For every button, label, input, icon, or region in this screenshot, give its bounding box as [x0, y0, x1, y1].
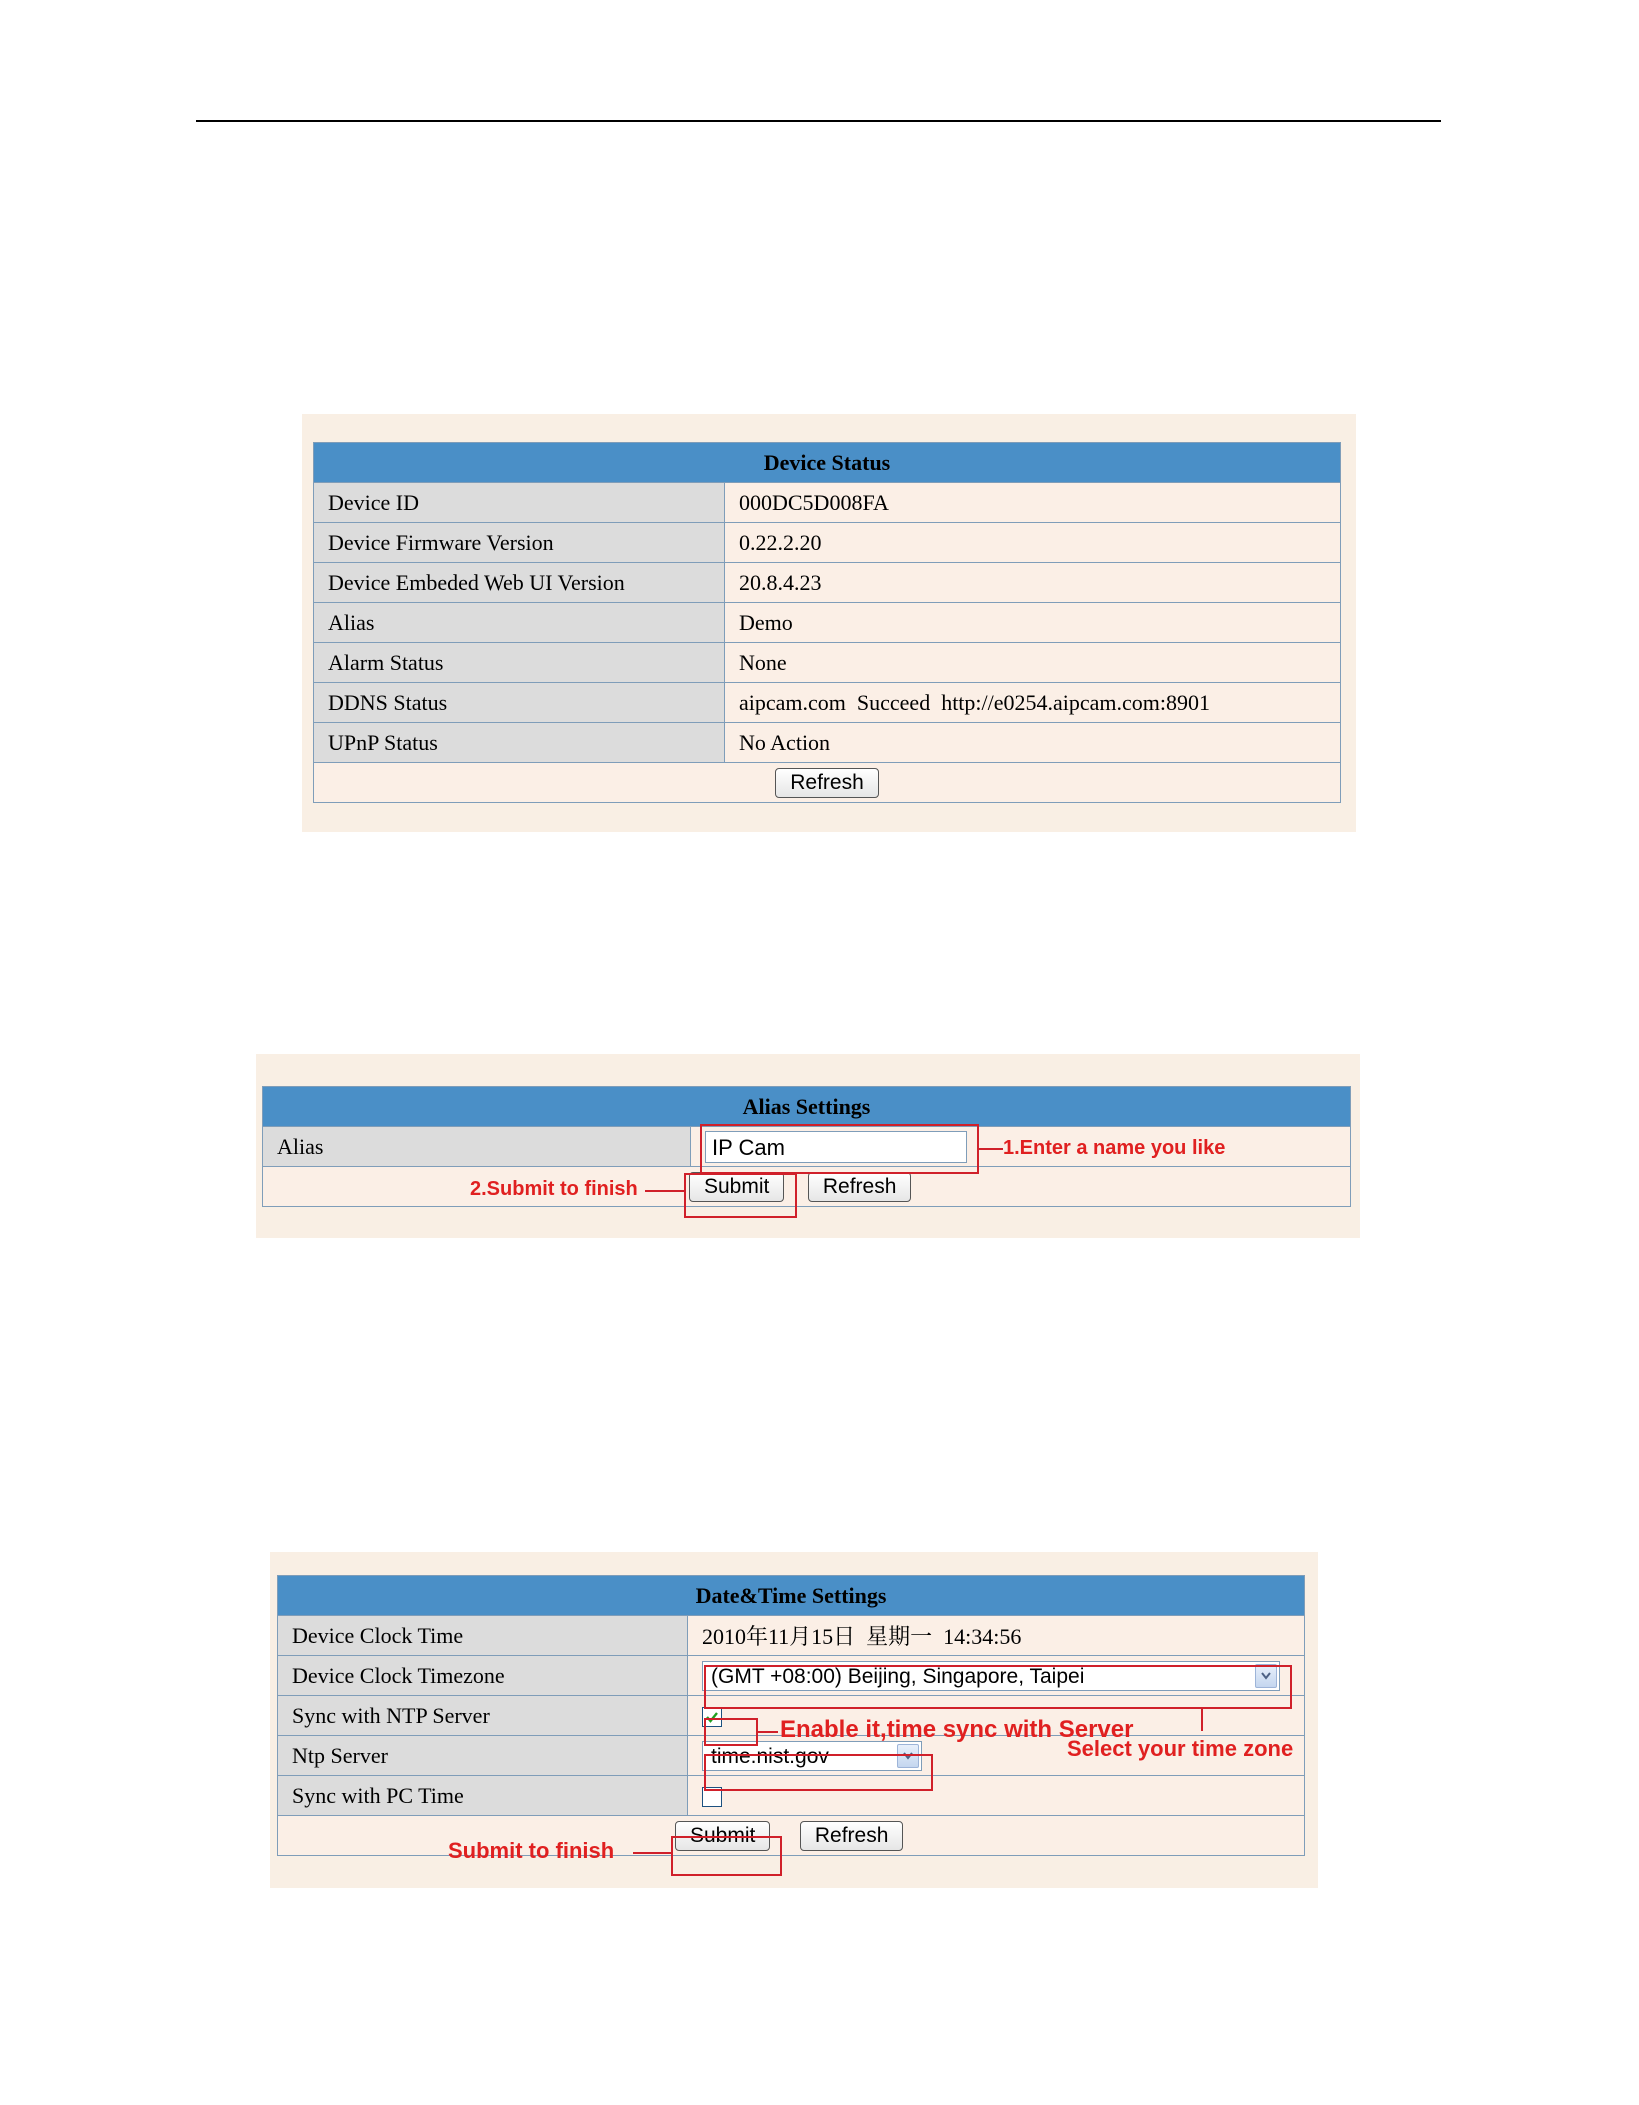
- row-value: None: [725, 643, 1341, 683]
- row-label: Device Embeded Web UI Version: [314, 563, 725, 603]
- row-value: No Action: [725, 723, 1341, 763]
- table-row: [314, 523, 1341, 563]
- timezone-label: Device Clock Timezone: [278, 1656, 688, 1696]
- device-status-table: [313, 442, 1341, 803]
- row-label: Device ID: [314, 483, 725, 523]
- row-value: Demo: [725, 603, 1341, 643]
- alias-submit-highlight: [684, 1173, 797, 1218]
- datetime-submit-leader: [633, 1852, 671, 1854]
- clock-time-value: 2010年11月15日 星期一 14:34:56: [688, 1616, 1305, 1656]
- alias-submit-leader: [645, 1190, 684, 1192]
- ntp-server-label: Ntp Server: [278, 1736, 688, 1776]
- row-label: Alias: [314, 603, 725, 643]
- row-label: DDNS Status: [314, 683, 725, 723]
- clock-time-label: Device Clock Time: [278, 1616, 688, 1656]
- ntp-server-select-highlight: [704, 1754, 933, 1791]
- row-label: UPnP Status: [314, 723, 725, 763]
- alias-refresh-button[interactable]: Refresh: [808, 1172, 912, 1202]
- datetime-settings-footer: [278, 1816, 1305, 1856]
- table-row: [314, 683, 1341, 723]
- row-value: 000DC5D008FA: [725, 483, 1341, 523]
- table-row: [314, 603, 1341, 643]
- annotation-timezone: Select your time zone: [1067, 1736, 1294, 1761]
- device-status-refresh-button[interactable]: Refresh: [775, 768, 879, 798]
- datetime-refresh-button[interactable]: Refresh: [800, 1821, 904, 1851]
- table-row: [314, 723, 1341, 763]
- row-label: Alarm Status: [314, 643, 725, 683]
- timezone-select-value: (GMT +08:00) Beijing, Singapore, Taipei: [711, 1664, 1085, 1688]
- table-row: [314, 483, 1341, 523]
- datetime-settings-title: Date&Time Settings: [278, 1576, 1305, 1616]
- datetime-submit-highlight: [671, 1836, 782, 1876]
- ntp-sync-leader: [758, 1731, 778, 1733]
- datetime-submit-button[interactable]: Submit: [675, 1821, 770, 1851]
- annotation-enable-ntp: Enable it,time sync with Server: [780, 1716, 1134, 1743]
- row-value: aipcam.com Succeed http://e0254.aipcam.com:8901: [725, 683, 1341, 723]
- page-header-rule: [196, 120, 1441, 122]
- ntp-sync-label: Sync with NTP Server: [278, 1696, 688, 1736]
- row-label: Device Firmware Version: [314, 523, 725, 563]
- timezone-select-highlight: [704, 1665, 1292, 1709]
- alias-settings-title: Alias Settings: [263, 1087, 1351, 1127]
- alias-submit-button[interactable]: Submit: [689, 1172, 784, 1202]
- table-row: [314, 643, 1341, 683]
- row-value: 0.22.2.20: [725, 523, 1341, 563]
- alias-label: Alias: [263, 1127, 691, 1167]
- pc-sync-label: Sync with PC Time: [278, 1776, 688, 1816]
- table-row: [314, 563, 1341, 603]
- ntp-sync-checkbox-highlight: [704, 1718, 758, 1746]
- annotation-datetime-submit: Submit to finish: [448, 1838, 615, 1863]
- annotation-enter-name: 1.Enter a name you like: [1003, 1137, 1226, 1159]
- alias-input[interactable]: IP Cam: [705, 1131, 967, 1163]
- timezone-leader: [1201, 1709, 1203, 1731]
- alias-input-leader: [979, 1148, 1003, 1150]
- alias-input-highlight: [700, 1124, 979, 1174]
- ntp-server-select-value: time.nist.gov: [711, 1744, 829, 1768]
- row-value: 20.8.4.23: [725, 563, 1341, 603]
- device-status-footer: [314, 763, 1341, 803]
- annotation-alias-submit: 2.Submit to finish: [470, 1178, 638, 1200]
- device-status-title: Device Status: [314, 443, 1341, 483]
